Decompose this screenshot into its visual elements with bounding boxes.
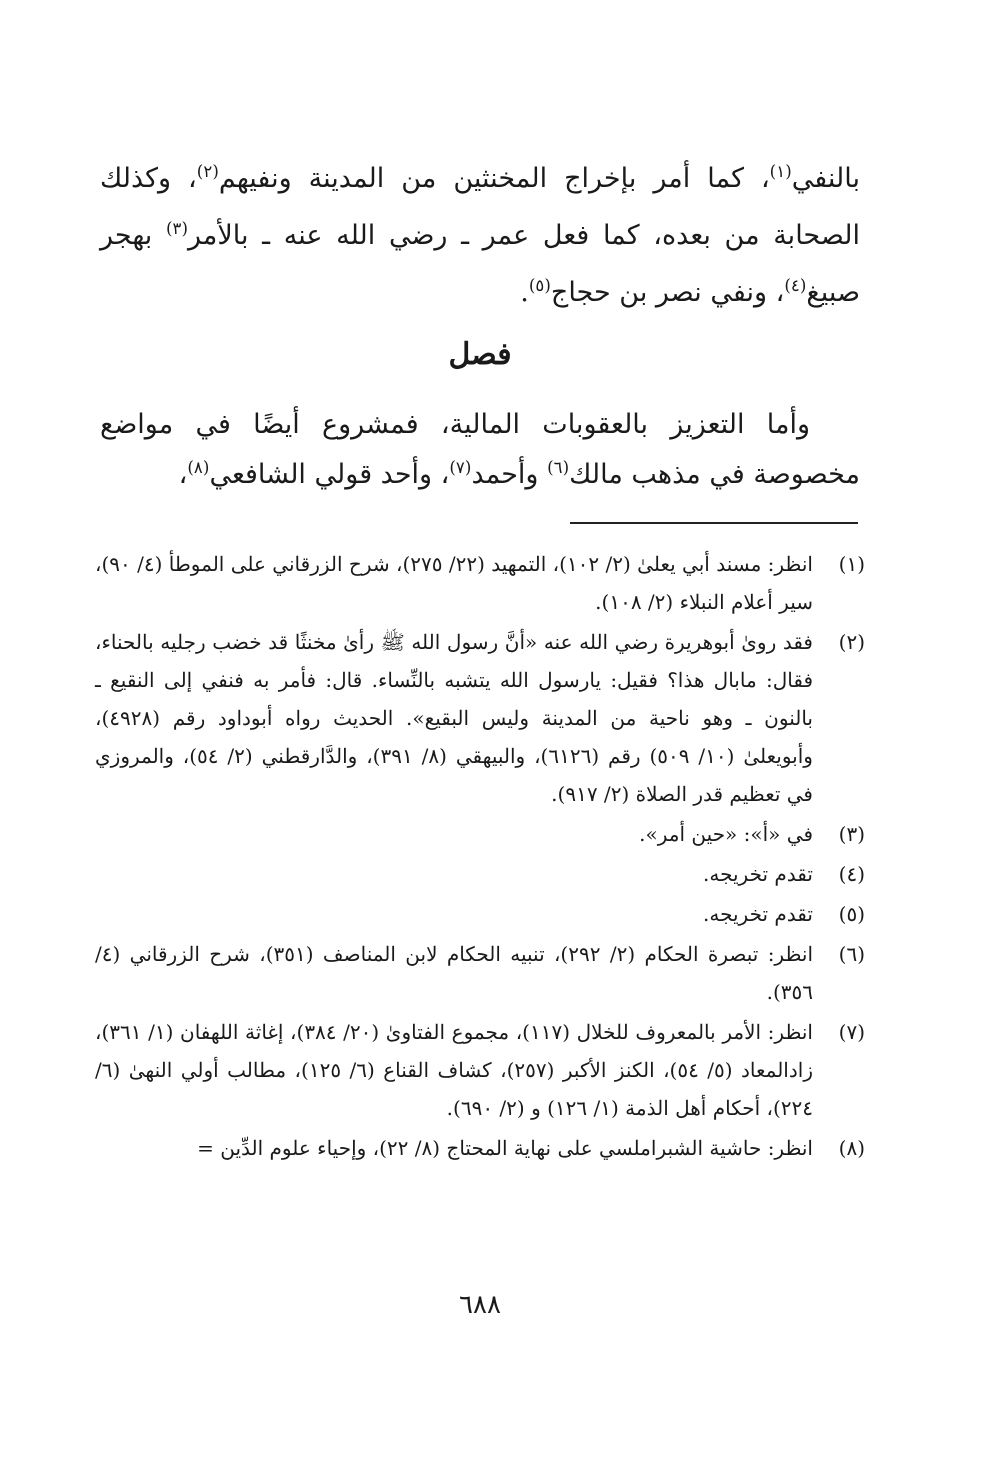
text-run: ، وأحد قولي الشافعي xyxy=(209,459,450,490)
text-run: وأحمد xyxy=(471,459,548,490)
footnote-text: انظر: حاشية الشبراملسي على نهاية المحتاج (٨/ ٢٢)، وإحياء علوم الدِّين = xyxy=(197,1136,813,1160)
footnote-ref-5[interactable]: (٥) xyxy=(528,275,551,295)
text-run: وأما التعزيز بالعقوبات المالية، فمشروع أيضًا في مواضع مخصوصة في مذهب مالك xyxy=(100,409,860,490)
text-run: ، كما أمر بإخراج المخنثين من المدينة ونفيهم xyxy=(218,163,770,194)
footnote-text: انظر: تبصرة الحكام (٢/ ٢٩٢)، تنبيه الحكام لابن المناصف (٣٥١)، شرح الزرقاني (٤/ ٣٥٦). xyxy=(95,942,813,1004)
footnote-text: تقدم تخريجه. xyxy=(703,862,813,886)
footnote-number: (٥) xyxy=(838,902,865,926)
text-run: ، ونفي نصر بن حجاج xyxy=(550,277,785,308)
footnote-8 xyxy=(95,1129,865,1167)
footnote-4 xyxy=(95,855,865,893)
footnote-number: (٤) xyxy=(838,862,865,886)
footnote-text: انظر: مسند أبي يعلىٰ (٢/ ١٠٢)، التمهيد (٢٢/ ٢٧٥)، شرح الزرقاني على الموطأ (٤/ ٩٠)، سير أعلام النبلاء (٢/ ١٠٨). xyxy=(95,552,813,614)
text-run: بهجر صبيغ xyxy=(100,220,860,308)
footnote-separator xyxy=(570,522,858,524)
footnote-text: تقدم تخريجه. xyxy=(703,902,813,926)
footnote-number: (٧) xyxy=(838,1020,865,1044)
footnote-number: (٣) xyxy=(838,822,865,846)
footnote-text: انظر: الأمر بالمعروف للخلال (١١٧)، مجموع الفتاوىٰ (٢٠/ ٣٨٤)، إغاثة اللهفان (١/ ٣٦١)، زادالمعاد (٥/ ٥٤)، الكنز الأكبر (٢٥٧)، كشاف القناع (٦/ ١٢٥)، مطالب أولي النهىٰ (٦/ ٢٢٤)، أحكام أهل الذمة (١/ ١٢٦) و (٢/ ٦٩٠). xyxy=(95,1020,813,1120)
footnote-ref-1[interactable]: (١) xyxy=(769,161,792,181)
footnote-number: (١) xyxy=(838,552,865,576)
text-run: ، xyxy=(178,459,188,490)
footnote-text: في «أ»: «حين أمر». xyxy=(639,822,813,846)
footnote-number: (٦) xyxy=(838,942,865,966)
footnote-6 xyxy=(95,935,865,1011)
paragraph-2 xyxy=(100,400,860,500)
footnote-number: (٢) xyxy=(838,630,865,654)
footnote-1 xyxy=(95,545,865,621)
footnote-ref-7[interactable]: (٧) xyxy=(449,457,472,477)
footnote-7 xyxy=(95,1013,865,1127)
footnote-ref-3[interactable]: (٣) xyxy=(165,218,189,238)
text-run: ، وكذلك الصحابة من بعده، كما فعل عمر ـ رضي الله عنه ـ بالأمر xyxy=(100,163,860,251)
paragraph-1 xyxy=(100,150,860,321)
section-heading: فصل xyxy=(448,337,512,372)
footnotes-section xyxy=(95,545,865,1169)
footnote-ref-6[interactable]: (٦) xyxy=(547,457,570,477)
main-text-block xyxy=(100,150,860,321)
text-run: بالنفي xyxy=(791,163,860,194)
text-run: . xyxy=(520,277,529,308)
footnote-number: (٨) xyxy=(838,1136,865,1160)
footnote-ref-4[interactable]: (٤) xyxy=(784,275,807,295)
footnote-5 xyxy=(95,895,865,933)
footnote-ref-8[interactable]: (٨) xyxy=(187,457,210,477)
footnote-ref-2[interactable]: (٢) xyxy=(196,161,219,181)
footnote-3 xyxy=(95,815,865,853)
page-number: ٦٨٨ xyxy=(459,1290,501,1320)
footnote-text: فقد روىٰ أبوهريرة رضي الله عنه «أنَّ رسول الله ﷺ رأىٰ مخنثًا قد خضب رجليه بالحناء، فقال: مابال هذا؟ فقيل: يارسول الله يتشبه بالنِّساء. قال: فأمر به فنفي إلى النقيع ـ بالنون ـ وهو ناحية من المدينة وليس البقيع». الحديث رواه أبوداود رقم (٤٩٢٨)، وأبويعلىٰ (١٠/ ٥٠٩) رقم (٦١٢٦)، والبيهقي (٨/ ٣٩١)، والدَّارقطني (٢/ ٥٤)، والمروزي في تعظيم قدر الصلاة (٢/ ٩١٧). xyxy=(95,630,813,806)
footnote-2 xyxy=(95,623,865,813)
